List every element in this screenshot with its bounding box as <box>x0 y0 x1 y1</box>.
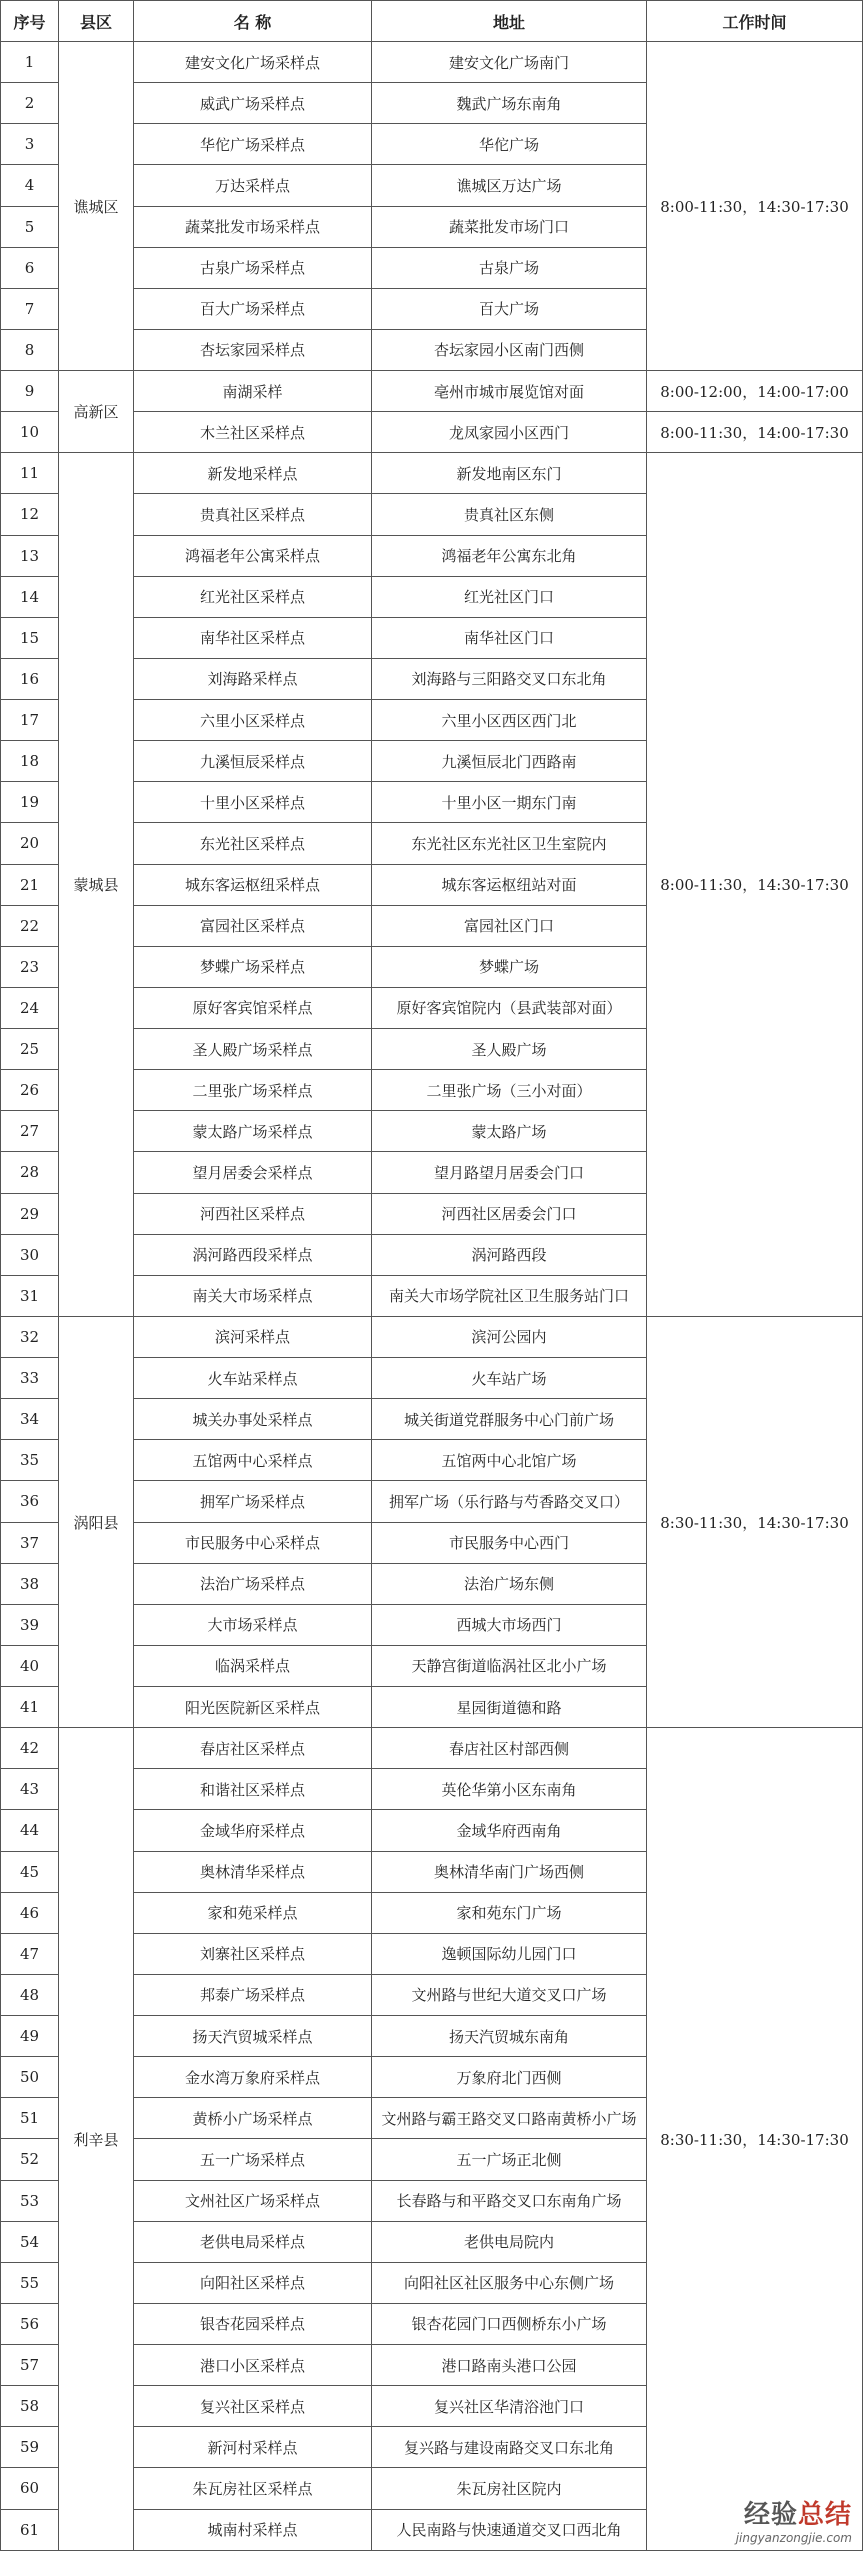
sampling-point-name: 春店社区采样点 <box>134 1728 372 1769</box>
sampling-point-address: 老供电局院内 <box>372 2221 647 2262</box>
sampling-point-address: 西城大市场西门 <box>372 1604 647 1645</box>
header-hours: 工作时间 <box>647 1 863 42</box>
sampling-point-address: 人民南路与快速通道交叉口西北角 <box>372 2509 647 2551</box>
sampling-point-address: 城关街道党群服务中心门前广场 <box>372 1399 647 1440</box>
row-number: 29 <box>1 1193 59 1234</box>
sampling-point-address: 奥林清华南门广场西侧 <box>372 1851 647 1892</box>
sampling-point-name: 原好客宾馆采样点 <box>134 987 372 1028</box>
row-number: 42 <box>1 1728 59 1769</box>
sampling-point-address: 文州路与霸王路交叉口路南黄桥小广场 <box>372 2098 647 2139</box>
sampling-point-address: 望月路望月居委会门口 <box>372 1152 647 1193</box>
sampling-point-address: 涡河路西段 <box>372 1234 647 1275</box>
row-number: 25 <box>1 1029 59 1070</box>
sampling-point-address: 魏武广场东南角 <box>372 83 647 124</box>
row-number: 14 <box>1 576 59 617</box>
sampling-point-address: 市民服务中心西门 <box>372 1522 647 1563</box>
table-row <box>1 453 863 494</box>
row-number: 35 <box>1 1440 59 1481</box>
row-number: 55 <box>1 2262 59 2303</box>
sampling-point-address: 复兴社区华清浴池门口 <box>372 2386 647 2427</box>
row-number: 33 <box>1 1358 59 1399</box>
row-number: 56 <box>1 2303 59 2344</box>
row-number: 20 <box>1 823 59 864</box>
row-number: 15 <box>1 617 59 658</box>
sampling-point-name: 老供电局采样点 <box>134 2221 372 2262</box>
sampling-point-name: 城关办事处采样点 <box>134 1399 372 1440</box>
sampling-point-address: 百大广场 <box>372 288 647 329</box>
sampling-point-name: 六里小区采样点 <box>134 700 372 741</box>
sampling-point-name: 滨河采样点 <box>134 1316 372 1357</box>
sampling-point-name: 临涡采样点 <box>134 1645 372 1686</box>
sampling-point-name: 蒙太路广场采样点 <box>134 1111 372 1152</box>
sampling-point-name: 东光社区采样点 <box>134 823 372 864</box>
sampling-point-name: 望月居委会采样点 <box>134 1152 372 1193</box>
county-cell: 谯城区 <box>59 42 134 371</box>
row-number: 40 <box>1 1645 59 1686</box>
sampling-point-address: 长春路与和平路交叉口东南角广场 <box>372 2180 647 2221</box>
sampling-point-name: 向阳社区采样点 <box>134 2262 372 2303</box>
working-hours: 8:30-11:30，14:30-17:30 <box>647 1728 863 2551</box>
row-number: 4 <box>1 165 59 206</box>
working-hours: 8:00-11:30，14:30-17:30 <box>647 453 863 1317</box>
sampling-point-address: 河西社区居委会门口 <box>372 1193 647 1234</box>
sampling-point-name: 刘海路采样点 <box>134 658 372 699</box>
sampling-point-name: 法治广场采样点 <box>134 1563 372 1604</box>
header-county: 县区 <box>59 1 134 42</box>
row-number: 13 <box>1 535 59 576</box>
sampling-point-name: 九溪恒辰采样点 <box>134 741 372 782</box>
sampling-point-name: 二里张广场采样点 <box>134 1070 372 1111</box>
sampling-point-address: 圣人殿广场 <box>372 1029 647 1070</box>
sampling-point-address: 刘海路与三阳路交叉口东北角 <box>372 658 647 699</box>
row-number: 9 <box>1 371 59 412</box>
row-number: 49 <box>1 2016 59 2057</box>
sampling-point-address: 二里张广场（三小对面） <box>372 1070 647 1111</box>
county-cell: 利辛县 <box>59 1728 134 2551</box>
sampling-point-name: 南华社区采样点 <box>134 617 372 658</box>
county-cell: 高新区 <box>59 371 134 453</box>
header-name: 名 称 <box>134 1 372 42</box>
row-number: 23 <box>1 946 59 987</box>
row-number: 16 <box>1 658 59 699</box>
sampling-point-address: 蔬菜批发市场门口 <box>372 206 647 247</box>
sampling-point-address: 鸿福老年公寓东北角 <box>372 535 647 576</box>
row-number: 27 <box>1 1111 59 1152</box>
county-cell: 蒙城县 <box>59 453 134 1317</box>
sampling-point-name: 港口小区采样点 <box>134 2345 372 2386</box>
sampling-point-name: 涡河路西段采样点 <box>134 1234 372 1275</box>
sampling-point-name: 十里小区采样点 <box>134 782 372 823</box>
sampling-point-address: 港口路南头港口公园 <box>372 2345 647 2386</box>
sampling-point-name: 新发地采样点 <box>134 453 372 494</box>
row-number: 30 <box>1 1234 59 1275</box>
sampling-point-name: 梦蝶广场采样点 <box>134 946 372 987</box>
row-number: 21 <box>1 864 59 905</box>
sampling-point-address: 扬天汽贸城东南角 <box>372 2016 647 2057</box>
table-row <box>1 371 863 412</box>
sampling-point-name: 华佗广场采样点 <box>134 124 372 165</box>
row-number: 53 <box>1 2180 59 2221</box>
row-number: 11 <box>1 453 59 494</box>
sampling-point-address: 杏坛家园小区南门西侧 <box>372 329 647 370</box>
sampling-point-address: 红光社区门口 <box>372 576 647 617</box>
row-number: 17 <box>1 700 59 741</box>
table-row <box>1 42 863 83</box>
header-address: 地址 <box>372 1 647 42</box>
row-number: 2 <box>1 83 59 124</box>
sampling-point-name: 南关大市场采样点 <box>134 1275 372 1316</box>
sampling-point-name: 大市场采样点 <box>134 1604 372 1645</box>
sampling-point-name: 五馆两中心采样点 <box>134 1440 372 1481</box>
row-number: 10 <box>1 412 59 453</box>
row-number: 61 <box>1 2509 59 2551</box>
sampling-point-name: 黄桥小广场采样点 <box>134 2098 372 2139</box>
watermark-url: jingyanzongjie.com <box>735 2531 852 2545</box>
sampling-point-address: 富园社区门口 <box>372 905 647 946</box>
county-cell: 涡阳县 <box>59 1316 134 1727</box>
sampling-point-name: 万达采样点 <box>134 165 372 206</box>
sampling-point-name: 扬天汽贸城采样点 <box>134 2016 372 2057</box>
sampling-point-name: 邦泰广场采样点 <box>134 1974 372 2015</box>
header-row <box>1 1 863 42</box>
sampling-point-address: 谯城区万达广场 <box>372 165 647 206</box>
row-number: 24 <box>1 987 59 1028</box>
header-no: 序号 <box>1 1 59 42</box>
watermark-brand: 经验总结 <box>743 2500 852 2530</box>
sampling-point-address: 十里小区一期东门南 <box>372 782 647 823</box>
row-number: 43 <box>1 1769 59 1810</box>
sampling-point-address: 金域华府西南角 <box>372 1810 647 1851</box>
sampling-point-address: 拥军广场（乐行路与芍香路交叉口） <box>372 1481 647 1522</box>
working-hours: 8:00-11:30，14:00-17:30 <box>647 412 863 453</box>
row-number: 46 <box>1 1892 59 1933</box>
sampling-point-name: 古泉广场采样点 <box>134 247 372 288</box>
row-number: 8 <box>1 329 59 370</box>
row-number: 44 <box>1 1810 59 1851</box>
sampling-point-name: 银杏花园采样点 <box>134 2303 372 2344</box>
sampling-point-address: 华佗广场 <box>372 124 647 165</box>
sampling-point-address: 亳州市城市展览馆对面 <box>372 371 647 412</box>
row-number: 47 <box>1 1933 59 1974</box>
sampling-point-address: 梦蝶广场 <box>372 946 647 987</box>
row-number: 32 <box>1 1316 59 1357</box>
row-number: 12 <box>1 494 59 535</box>
table-row <box>1 1316 863 1357</box>
sampling-point-name: 城东客运枢纽采样点 <box>134 864 372 905</box>
sampling-point-address: 城东客运枢纽站对面 <box>372 864 647 905</box>
sampling-point-name: 和谐社区采样点 <box>134 1769 372 1810</box>
sampling-point-address: 东光社区东光社区卫生室院内 <box>372 823 647 864</box>
sampling-point-address: 万象府北门西侧 <box>372 2057 647 2098</box>
sampling-point-name: 金域华府采样点 <box>134 1810 372 1851</box>
row-number: 18 <box>1 741 59 782</box>
sampling-point-address: 原好客宾馆院内（县武装部对面） <box>372 987 647 1028</box>
row-number: 54 <box>1 2221 59 2262</box>
sampling-point-address: 春店社区村部西侧 <box>372 1728 647 1769</box>
sampling-point-address: 南关大市场学院社区卫生服务站门口 <box>372 1275 647 1316</box>
row-number: 59 <box>1 2427 59 2468</box>
row-number: 50 <box>1 2057 59 2098</box>
row-number: 34 <box>1 1399 59 1440</box>
sampling-point-address: 火车站广场 <box>372 1358 647 1399</box>
row-number: 22 <box>1 905 59 946</box>
sampling-point-address: 法治广场东侧 <box>372 1563 647 1604</box>
row-number: 52 <box>1 2139 59 2180</box>
working-hours: 8:00-11:30，14:30-17:30 <box>647 42 863 371</box>
sampling-point-name: 南湖采样 <box>134 371 372 412</box>
sampling-point-address: 复兴路与建设南路交叉口东北角 <box>372 2427 647 2468</box>
row-number: 19 <box>1 782 59 823</box>
row-number: 7 <box>1 288 59 329</box>
row-number: 31 <box>1 1275 59 1316</box>
row-number: 38 <box>1 1563 59 1604</box>
sampling-point-address: 新发地南区东门 <box>372 453 647 494</box>
sampling-point-address: 天静宫街道临涡社区北小广场 <box>372 1645 647 1686</box>
row-number: 6 <box>1 247 59 288</box>
sampling-point-name: 市民服务中心采样点 <box>134 1522 372 1563</box>
row-number: 48 <box>1 1974 59 2015</box>
sampling-point-address: 五一广场正北侧 <box>372 2139 647 2180</box>
row-number: 3 <box>1 124 59 165</box>
row-number: 51 <box>1 2098 59 2139</box>
sampling-point-address: 银杏花园门口西侧桥东小广场 <box>372 2303 647 2344</box>
row-number: 39 <box>1 1604 59 1645</box>
sampling-point-name: 建安文化广场采样点 <box>134 42 372 83</box>
sampling-point-address: 星园街道德和路 <box>372 1687 647 1728</box>
sampling-point-name: 文州社区广场采样点 <box>134 2180 372 2221</box>
row-number: 28 <box>1 1152 59 1193</box>
sampling-point-address: 六里小区西区西门北 <box>372 700 647 741</box>
sampling-point-name: 奥林清华采样点 <box>134 1851 372 1892</box>
sampling-point-address: 文州路与世纪大道交叉口广场 <box>372 1974 647 2015</box>
sampling-point-name: 阳光医院新区采样点 <box>134 1687 372 1728</box>
row-number: 58 <box>1 2386 59 2427</box>
sampling-point-address: 向阳社区社区服务中心东侧广场 <box>372 2262 647 2303</box>
sampling-point-name: 红光社区采样点 <box>134 576 372 617</box>
sampling-point-address: 滨河公园内 <box>372 1316 647 1357</box>
row-number: 36 <box>1 1481 59 1522</box>
sampling-point-name: 河西社区采样点 <box>134 1193 372 1234</box>
sampling-point-name: 杏坛家园采样点 <box>134 329 372 370</box>
row-number: 41 <box>1 1687 59 1728</box>
sampling-point-name: 百大广场采样点 <box>134 288 372 329</box>
sampling-point-address: 龙凤家园小区西门 <box>372 412 647 453</box>
sampling-point-name: 圣人殿广场采样点 <box>134 1029 372 1070</box>
sampling-point-name: 威武广场采样点 <box>134 83 372 124</box>
sampling-point-name: 贵真社区采样点 <box>134 494 372 535</box>
watermark <box>736 2494 852 2545</box>
sampling-point-address: 九溪恒辰北门西路南 <box>372 741 647 782</box>
row-number: 37 <box>1 1522 59 1563</box>
sampling-point-address: 南华社区门口 <box>372 617 647 658</box>
sampling-point-address: 英伦华第小区东南角 <box>372 1769 647 1810</box>
sampling-point-address: 蒙太路广场 <box>372 1111 647 1152</box>
sampling-point-address: 逸顿国际幼儿园门口 <box>372 1933 647 1974</box>
sampling-point-address: 家和苑东门广场 <box>372 1892 647 1933</box>
row-number: 45 <box>1 1851 59 1892</box>
row-number: 57 <box>1 2345 59 2386</box>
sampling-point-name: 五一广场采样点 <box>134 2139 372 2180</box>
sampling-point-name: 家和苑采样点 <box>134 1892 372 1933</box>
sampling-point-address: 贵真社区东侧 <box>372 494 647 535</box>
sampling-point-name: 刘寨社区采样点 <box>134 1933 372 1974</box>
sampling-point-address: 五馆两中心北馆广场 <box>372 1440 647 1481</box>
table-body <box>1 42 863 2551</box>
sampling-point-name: 拥军广场采样点 <box>134 1481 372 1522</box>
sampling-point-name: 鸿福老年公寓采样点 <box>134 535 372 576</box>
table-row <box>1 1728 863 1769</box>
sampling-point-address: 建安文化广场南门 <box>372 42 647 83</box>
sampling-point-name: 火车站采样点 <box>134 1358 372 1399</box>
row-number: 1 <box>1 42 59 83</box>
sampling-point-address: 古泉广场 <box>372 247 647 288</box>
sampling-point-name: 富园社区采样点 <box>134 905 372 946</box>
sampling-point-name: 复兴社区采样点 <box>134 2386 372 2427</box>
working-hours: 8:00-12:00，14:00-17:00 <box>647 371 863 412</box>
sampling-point-name: 金水湾万象府采样点 <box>134 2057 372 2098</box>
sampling-point-name: 木兰社区采样点 <box>134 412 372 453</box>
working-hours: 8:30-11:30，14:30-17:30 <box>647 1316 863 1727</box>
sampling-point-name: 城南村采样点 <box>134 2509 372 2551</box>
sampling-point-name: 蔬菜批发市场采样点 <box>134 206 372 247</box>
sampling-point-name: 新河村采样点 <box>134 2427 372 2468</box>
sampling-point-address: 朱瓦房社区院内 <box>372 2468 647 2509</box>
row-number: 60 <box>1 2468 59 2509</box>
row-number: 5 <box>1 206 59 247</box>
row-number: 26 <box>1 1070 59 1111</box>
sampling-point-name: 朱瓦房社区采样点 <box>134 2468 372 2509</box>
